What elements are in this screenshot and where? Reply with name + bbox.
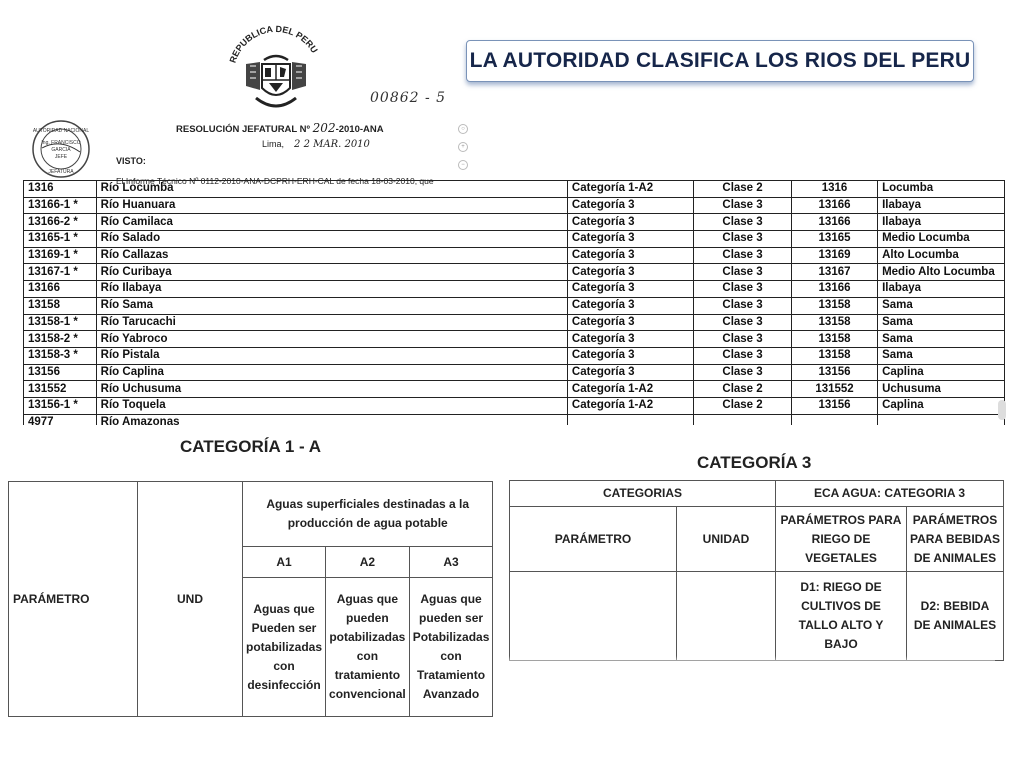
river-name-cell: Río Huanuara	[96, 197, 567, 214]
unidad-header: UNIDAD	[677, 507, 776, 572]
svg-text:JEFE: JEFE	[54, 154, 68, 160]
river-name-cell: Río Caplina	[96, 364, 567, 381]
basin-name-cell: Ilabaya	[878, 197, 1005, 214]
categoria3-table	[509, 480, 1004, 661]
und-header: UND	[138, 482, 243, 717]
clase-cell: Clase 3	[694, 214, 792, 231]
table-row	[24, 247, 1005, 264]
river-classification-table	[23, 180, 1005, 425]
river-name-cell: Río Ilabaya	[96, 281, 567, 298]
peru-coat-of-arms-seal	[216, 22, 336, 122]
categoria-cell: Categoría 3	[567, 214, 693, 231]
parametro-cell	[510, 572, 677, 661]
basin-code-cell: 1316	[791, 181, 877, 198]
categoria-cell: Categoría 3	[567, 247, 693, 264]
clase-cell: Clase 2	[694, 381, 792, 398]
slide-title-box	[466, 40, 974, 82]
basin-code-cell: 13156	[791, 397, 877, 414]
code-cell: 13158-3 *	[24, 347, 97, 364]
basin-name-cell: Sama	[878, 331, 1005, 348]
basin-code-cell: 13158	[791, 331, 877, 348]
svg-text:Ing. FRANCISCO: Ing. FRANCISCO	[41, 140, 81, 146]
basin-code-cell: 13158	[791, 314, 877, 331]
basin-name-cell: Medio Locumba	[878, 231, 1005, 248]
col-a3: A3	[409, 547, 493, 578]
table-row	[24, 197, 1005, 214]
categorias-header: CATEGORIAS	[510, 481, 776, 507]
code-cell: 4977	[24, 414, 97, 425]
parametro-header: PARÁMETRO	[510, 507, 677, 572]
table-row	[24, 297, 1005, 314]
code-cell: 13166-1 *	[24, 197, 97, 214]
basin-name-cell: Sama	[878, 347, 1005, 364]
basin-name-cell: Caplina	[878, 364, 1005, 381]
table-row	[24, 314, 1005, 331]
basin-code-cell: 13169	[791, 247, 877, 264]
basin-code-cell: 13167	[791, 264, 877, 281]
river-name-cell: Río Curibaya	[96, 264, 567, 281]
basin-name-cell	[878, 414, 1005, 425]
river-classification-table-wrap	[23, 180, 1005, 425]
table-row	[24, 364, 1005, 381]
basin-name-cell: Locumba	[878, 181, 1005, 198]
visto-label: VISTO:	[116, 156, 146, 166]
categoria3-heading: CATEGORÍA 3	[697, 453, 812, 472]
river-name-cell: Río Yabroco	[96, 331, 567, 348]
group-header: Aguas superficiales destinadas a la producción de agua potable	[243, 482, 493, 547]
river-name-cell: Río Locumba	[96, 181, 567, 198]
clase-cell: Clase 3	[694, 297, 792, 314]
zoom-in-icon[interactable]: +	[458, 142, 468, 152]
basin-name-cell: Uchusuma	[878, 381, 1005, 398]
clase-cell: Clase 2	[694, 397, 792, 414]
categoria-cell: Categoría 3	[567, 297, 693, 314]
riego-header: PARÁMETROS PARA RIEGO DE VEGETALES	[776, 507, 907, 572]
basin-code-cell	[791, 414, 877, 425]
categoria-cell	[567, 414, 693, 425]
table-row	[24, 414, 1005, 425]
clase-cell	[694, 414, 792, 425]
basin-name-cell: Sama	[878, 297, 1005, 314]
basin-code-cell: 13158	[791, 297, 877, 314]
basin-code-cell: 13166	[791, 281, 877, 298]
code-cell: 13158-2 *	[24, 331, 97, 348]
code-cell: 13156	[24, 364, 97, 381]
categoria-cell: Categoría 1-A2	[567, 181, 693, 198]
table-row	[24, 381, 1005, 398]
code-cell: 13166-2 *	[24, 214, 97, 231]
scrollbar-thumb[interactable]	[998, 400, 1006, 420]
code-cell: 13156-1 *	[24, 397, 97, 414]
code-cell: 13166	[24, 281, 97, 298]
river-name-cell: Río Camilaca	[96, 214, 567, 231]
viewer-side-controls	[458, 124, 472, 178]
categoria-cell: Categoría 3	[567, 197, 693, 214]
clase-cell: Clase 2	[694, 181, 792, 198]
river-name-cell: Río Uchusuma	[96, 381, 567, 398]
table-row	[24, 347, 1005, 364]
code-cell: 1316	[24, 181, 97, 198]
clase-cell: Clase 3	[694, 231, 792, 248]
bebidas-header: PARÁMETROS PARA BEBIDAS DE ANIMALES	[907, 507, 1004, 572]
basin-code-cell: 131552	[791, 381, 877, 398]
basin-name-cell: Ilabaya	[878, 214, 1005, 231]
svg-text:JEFATURA: JEFATURA	[48, 169, 74, 175]
categoria3-cutoff	[509, 656, 995, 666]
lima-date-line	[262, 139, 370, 150]
resolution-number: 202	[312, 121, 336, 135]
river-name-cell: Río Callazas	[96, 247, 567, 264]
resolution-suffix: -2010-ANA	[335, 124, 384, 135]
code-cell: 13158-1 *	[24, 314, 97, 331]
basin-code-cell: 13165	[791, 231, 877, 248]
basin-name-cell: Caplina	[878, 397, 1005, 414]
resolution-prefix: RESOLUCIÓN JEFATURAL Nº	[176, 124, 311, 135]
table-row	[24, 231, 1005, 248]
parametro-header: PARÁMETRO	[9, 482, 138, 717]
clase-cell: Clase 3	[694, 197, 792, 214]
code-cell: 13169-1 *	[24, 247, 97, 264]
d2-cell: D2: BEBIDA DE ANIMALES	[907, 572, 1004, 661]
slide-title: LA AUTORIDAD CLASIFICA LOS RIOS DEL PERU	[469, 49, 971, 72]
table-row	[24, 181, 1005, 198]
unidad-cell	[677, 572, 776, 661]
basin-code-cell: 13156	[791, 364, 877, 381]
table-row	[24, 331, 1005, 348]
categoria1-heading: CATEGORÍA 1 - A	[180, 437, 322, 456]
clase-cell: Clase 3	[694, 247, 792, 264]
svg-text:AUTORIDAD NACIONAL: AUTORIDAD NACIONAL	[32, 128, 90, 134]
clase-cell: Clase 3	[694, 264, 792, 281]
basin-code-cell: 13158	[791, 347, 877, 364]
categoria1-table	[8, 481, 493, 717]
table-row	[24, 397, 1005, 414]
jefatura-stamp	[30, 118, 92, 180]
desc-a3: Aguas que pueden ser Potabilizadas con Tratamiento Avanzado	[409, 578, 493, 717]
river-name-cell: Río Amazonas	[96, 414, 567, 425]
svg-text:GARCIA: GARCIA	[51, 147, 71, 153]
categoria-cell: Categoría 3	[567, 281, 693, 298]
eca-header: ECA AGUA: CATEGORIA 3	[776, 481, 1004, 507]
code-cell: 13165-1 *	[24, 231, 97, 248]
categoria-cell: Categoría 3	[567, 364, 693, 381]
categoria-cell: Categoría 3	[567, 264, 693, 281]
basin-name-cell: Medio Alto Locumba	[878, 264, 1005, 281]
code-cell: 13158	[24, 297, 97, 314]
basin-code-cell: 13166	[791, 214, 877, 231]
clase-cell: Clase 3	[694, 314, 792, 331]
river-name-cell: Río Tarucachi	[96, 314, 567, 331]
table-row	[24, 214, 1005, 231]
categoria-cell: Categoría 3	[567, 331, 693, 348]
clase-cell: Clase 3	[694, 364, 792, 381]
basin-name-cell: Sama	[878, 314, 1005, 331]
basin-code-cell: 13166	[791, 197, 877, 214]
categoria-cell: Categoría 3	[567, 314, 693, 331]
desc-a2: Aguas que pueden potabilizadas con tratamiento convencional	[326, 578, 410, 717]
categoria-cell: Categoría 1-A2	[567, 397, 693, 414]
col-a2: A2	[326, 547, 410, 578]
lima-label: Lima,	[262, 139, 285, 149]
code-cell: 131552	[24, 381, 97, 398]
d1-cell: D1: RIEGO DE CULTIVOS DE TALLO ALTO Y BAJO	[776, 572, 907, 661]
informe-text: El Informe Técnico Nº 0112-2010-ANA-DCPRH-ERH-CAL de fecha 18-03-2010, que	[116, 176, 434, 186]
table-row	[24, 264, 1005, 281]
river-name-cell: Río Sama	[96, 297, 567, 314]
categoria-cell: Categoría 3	[567, 231, 693, 248]
river-name-cell: Río Salado	[96, 231, 567, 248]
table-row	[24, 281, 1005, 298]
river-name-cell: Río Pistala	[96, 347, 567, 364]
basin-name-cell: Alto Locumba	[878, 247, 1005, 264]
col-a1: A1	[243, 547, 326, 578]
clase-cell: Clase 3	[694, 347, 792, 364]
desc-a1: Aguas que Pueden ser potabilizadas con desinfección	[243, 578, 326, 717]
resolution-title	[176, 121, 384, 135]
categoria-cell: Categoría 1-A2	[567, 381, 693, 398]
categoria-cell: Categoría 3	[567, 347, 693, 364]
zoom-reset-icon[interactable]: ○	[458, 124, 468, 134]
handwritten-document-code: 00862 - 5	[370, 90, 447, 106]
code-cell: 13167-1 *	[24, 264, 97, 281]
basin-name-cell: Ilabaya	[878, 281, 1005, 298]
clase-cell: Clase 3	[694, 281, 792, 298]
lima-date: 2 2 MAR. 2010	[294, 139, 370, 150]
river-name-cell: Río Toquela	[96, 397, 567, 414]
svg-text:REPUBLICA DEL PERU: REPUBLICA DEL PERU	[227, 23, 320, 65]
zoom-out-icon[interactable]: −	[458, 160, 468, 170]
clase-cell: Clase 3	[694, 331, 792, 348]
